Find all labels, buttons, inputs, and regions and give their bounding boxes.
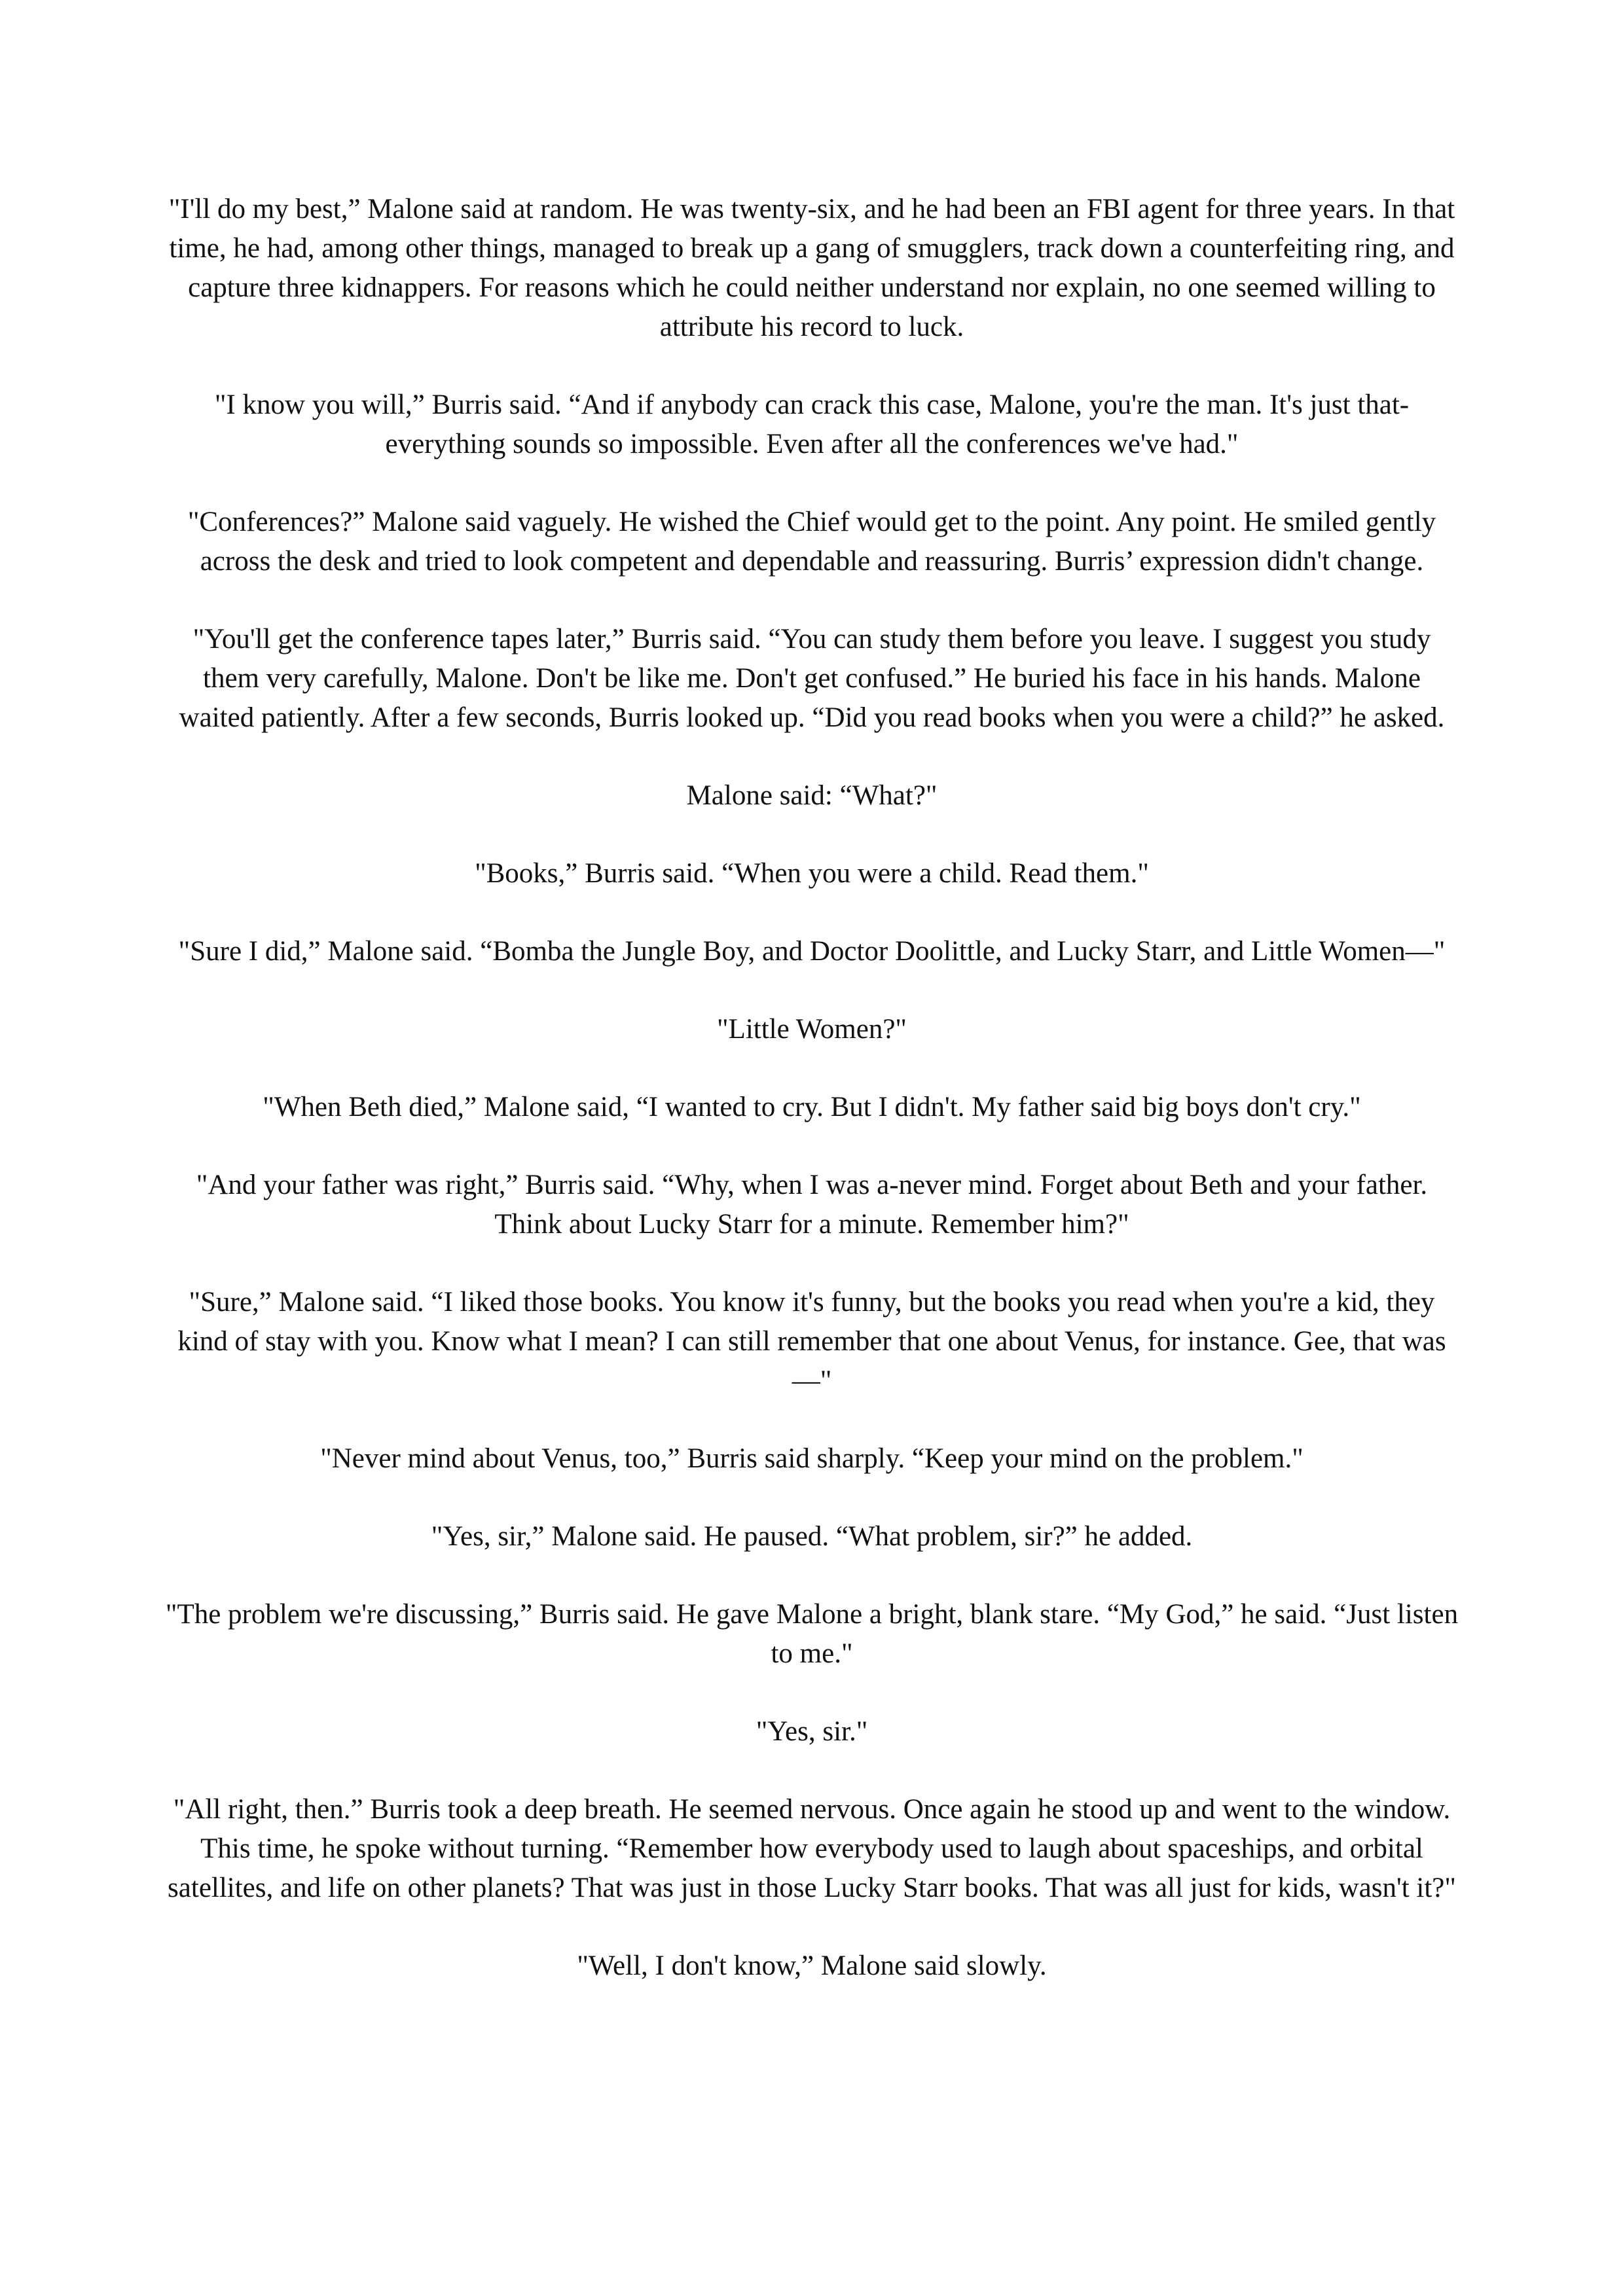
paragraph: "I know you will,” Burris said. “And if anybody can crack this case, Malone, you're the man. It's just that-everything sounds so impossible. Even after all the conferences we've had." [214,389,1410,459]
paragraph: "Well, I don't know,” Malone said slowly. [577,1950,1047,1981]
paragraph: "And your father was right,” Burris said. “Why, when I was a-never mind. Forget about Beth and your father. Think about Lucky Starr for a minute. Remember him?" [196,1170,1428,1240]
paragraph: "When Beth died,” Malone said, “I wanted to cry. But I didn't. My father said big boys don't cry." [263,1092,1361,1122]
paragraph: Malone said: “What?" [686,780,938,811]
paragraph: "Never mind about Venus, too,” Burris said sharply. “Keep your mind on the problem." [320,1443,1304,1474]
paragraph: "The problem we're discussing,” Burris said. He gave Malone a bright, blank stare. “My God,” he said. “Just listen to me." [165,1599,1459,1669]
paragraph: "Yes, sir." [756,1716,868,1747]
paragraph: "Sure I did,” Malone said. “Bomba the Jungle Boy, and Doctor Doolittle, and Lucky Starr, and Little Women—" [178,936,1446,967]
paragraph: "I'll do my best,” Malone said at random. He was twenty-six, and he had been an FBI agent for three years. In that time, he had, among other things, managed to break up a gang of smugglers, track down a counterfeiting ring, and capture three kidnappers. For reasons which he could neither understand nor explain, no one seemed willing to attribute his record to luck. [168,194,1455,342]
paragraph: "All right, then.” Burris took a deep breath. He seemed nervous. Once again he stood up and went to the window. This time, he spoke without turning. “Remember how everybody used to laugh about spaceships, and orbital satellites, and life on other planets? That was just in those Lucky Starr books. That was all just for kids, wasn't it?" [168,1794,1456,1903]
paragraph: "Little Women?" [717,1014,907,1045]
paragraph: "Conferences?” Malone said vaguely. He wished the Chief would get to the point. Any point. He smiled gently across the desk and tried to look competent and dependable and reassuring. Burris’ expression didn't change. [187,507,1436,577]
paragraph: "You'll get the conference tapes later,” Burris said. “You can study them before you leave. I suggest you study them very carefully, Malone. Don't be like me. Don't get confused.” He buried his face in his hands. Malone waited patiently. After a few seconds, Burris looked up. “Did you read books when you were a child?” he asked. [179,624,1445,733]
paragraph: "Yes, sir,” Malone said. He paused. “What problem, sir?” he added. [431,1521,1193,1552]
document-page [164,190,1460,1986]
paragraph: "Books,” Burris said. “When you were a child. Read them." [475,858,1149,889]
paragraph: "Sure,” Malone said. “I liked those books. You know it's funny, but the books you read when you're a kid, they kind of stay with you. Know what I mean? I can still remember that one about Venus, for instance. Gee, that was—" [177,1287,1446,1396]
